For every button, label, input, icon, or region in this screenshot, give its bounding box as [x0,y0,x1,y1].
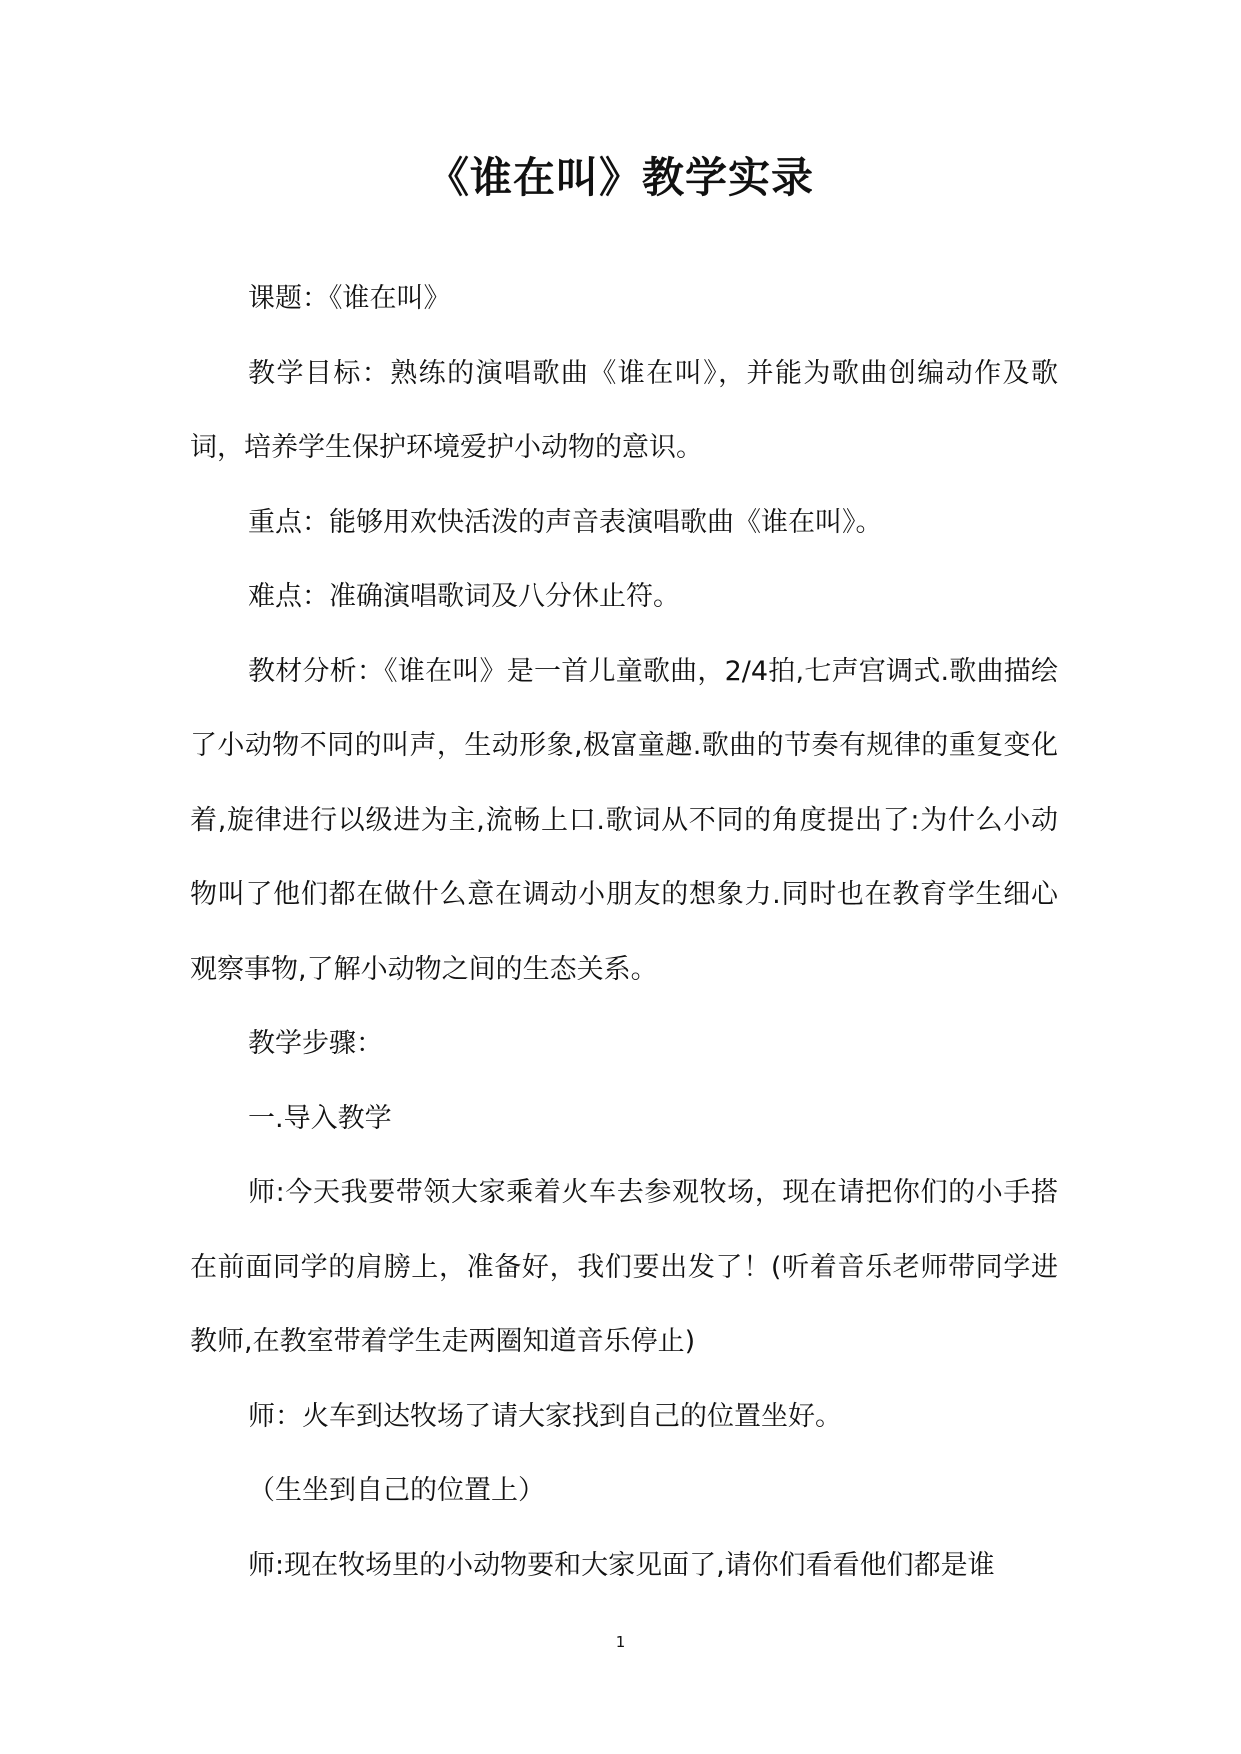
paragraph-key-point: 重点：能够用欢快活泼的声音表演唱歌曲《谁在叫》。 [248,506,883,538]
paragraph-teacher-animals: 师:现在牧场里的小动物要和大家见面了,请你们看看他们都是谁 [248,1549,995,1581]
paragraph-material-analysis: 教材分析：《谁在叫》是一首儿童歌曲，2/4拍,七声宫调式.歌曲描绘了小动物不同的叫声，生动形象,极富童趣.歌曲的节奏有规律的重复变化着,旋律进行以级进为主,流畅上口.歌词从不同的角度提出了:为什么小动物叫了他们都在做什么意在调动小朋友的想象力.同时也在教育学生细心观察事物,了解小动物之间的生态关系。 [190,655,1058,985]
document-body [190,262,1058,1603]
paragraph-teacher-train: 师:今天我要带领大家乘着火车去参观牧场，现在请把你们的小手搭在前面同学的肩膀上，准备好，我们要出发了！(听着音乐老师带同学进教师,在教室带着学生走两圈知道音乐停止) [190,1177,1058,1357]
paragraph-difficulty: 难点：准确演唱歌词及八分休止符。 [248,581,680,612]
paragraph-students-seated: （生坐到自己的位置上） [248,1475,545,1506]
paragraph-teaching-steps: 教学步骤： [248,1028,383,1059]
paragraph-topic: 课题：《谁在叫》 [248,283,451,314]
paragraph-teaching-goal: 教学目标：熟练的演唱歌曲《谁在叫》，并能为歌曲创编动作及歌词，培养学生保护环境爱护小动物的意识。 [190,357,1058,463]
paragraph-step-one: 一.导入教学 [248,1102,392,1134]
document-title: 《谁在叫》教学实录 [426,153,814,202]
paragraph-teacher-arrival: 师：火车到达牧场了请大家找到自己的位置坐好。 [248,1400,842,1432]
page-number: 1 [615,1633,626,1651]
